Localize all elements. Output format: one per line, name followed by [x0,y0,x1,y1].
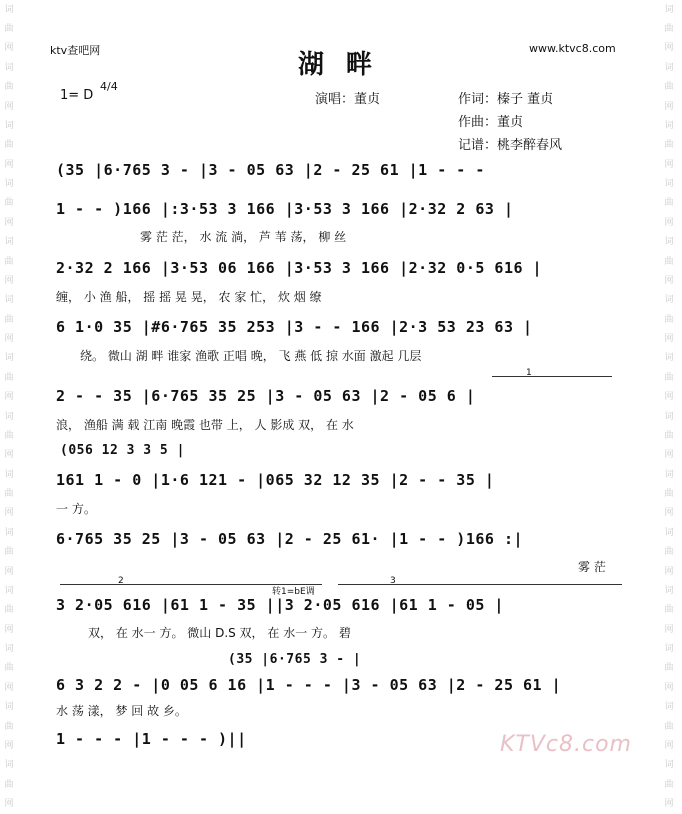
side-watermark-char: 网 [664,217,674,228]
side-watermark-char: 曲 [664,256,674,267]
key-signature: 1= D [60,88,94,103]
side-watermark-char: 曲 [664,663,674,674]
time-signature [100,81,118,92]
side-watermark-char: 词 [4,353,14,364]
site-url-right: www.ktvc8.com [529,42,616,55]
side-watermark-char: 网 [664,101,674,112]
side-watermark-char: 词 [4,411,14,422]
side-watermark-char: 词 [4,760,14,771]
side-watermark-char: 网 [4,508,14,519]
side-watermark-char: 曲 [664,547,674,558]
side-watermark-char: 词 [664,469,674,480]
lyrics-row: 绕。 微山 湖 畔 谁家 渔歌 正唱 晚， 飞 燕 低 掠 水面 激起 几层 [80,349,422,363]
side-watermark-char: 网 [664,624,674,635]
side-watermark-char: 曲 [4,372,14,383]
lyrics-row: 双， 在 水一 方。 微山 D.S 双， 在 水一 方。 碧 [88,626,351,640]
side-watermark-char: 网 [664,275,674,286]
side-watermark-char: 网 [664,799,674,810]
side-watermark-char: 词 [664,411,674,422]
side-watermark-char: 词 [4,527,14,538]
side-watermark-char: 网 [4,624,14,635]
side-watermark-char: 曲 [664,198,674,209]
side-watermark-char: 网 [4,334,14,345]
side-watermark-char: 曲 [664,721,674,732]
notation-row: 2 - - 35 |6·765 35 25 |3 - 05 63 |2 - 05 6 | [56,387,476,405]
side-watermark-char: 词 [664,4,674,15]
side-watermark-char: 曲 [664,779,674,790]
side-watermark-char: 网 [4,159,14,170]
volta-number-1: 1 [526,368,532,378]
lyrics-row: 雾 茫 [578,560,606,574]
side-watermark-char: 词 [4,179,14,190]
side-watermark-char: 词 [4,4,14,15]
composer-credit: 作曲：董贞 [458,115,524,130]
lyrics-row: 浪， 渔船 满 载 江南 晚霞 也带 上， 人 影成 双， 在 水 [56,418,354,432]
volta-bracket-3 [338,584,622,585]
side-watermark-char: 网 [4,217,14,228]
side-watermark-char: 词 [664,62,674,73]
site-name-left: ktv查吧网 [50,44,101,57]
side-watermark-char: 曲 [4,256,14,267]
notation-row: (35 |6·765 3 - | [228,652,362,667]
side-watermark-char: 网 [664,159,674,170]
side-watermark-char: 曲 [4,198,14,209]
side-watermark-char: 词 [4,295,14,306]
lyrics-row: 雾 茫 茫， 水 流 淌， 芦 苇 荡， 柳 丝 [140,230,347,244]
side-watermark-char: 词 [4,702,14,713]
lyrics-row: 一 方。 [56,502,96,516]
side-watermark-char: 网 [4,450,14,461]
side-watermark-char: 曲 [4,547,14,558]
right-watermark-column [662,0,676,814]
side-watermark-char: 网 [664,566,674,577]
side-watermark-char: 曲 [664,605,674,616]
side-watermark-char: 词 [664,760,674,771]
side-watermark-char: 网 [664,392,674,403]
bottom-watermark-logo: KTVc8.com [500,732,632,757]
side-watermark-char: 曲 [664,82,674,93]
volta-number-3: 3 [390,576,396,586]
side-watermark-char: 曲 [664,372,674,383]
side-watermark-char: 词 [4,62,14,73]
song-title: 湖畔 [298,50,395,80]
lyrics-row: 水 荡 漾， 梦 回 故 乡。 [56,704,187,718]
side-watermark-char: 词 [664,527,674,538]
side-watermark-char: 词 [4,120,14,131]
side-watermark-char: 曲 [664,430,674,441]
time-signature-value: 4/4 [100,80,118,93]
side-watermark-char: 词 [664,120,674,131]
side-watermark-char: 网 [664,740,674,751]
volta-bracket-1 [492,376,612,377]
notation-row: 2·32 2 166 |3·53 06 166 |3·53 3 166 |2·32 0·5 616 | [56,259,543,277]
side-watermark-char: 网 [4,682,14,693]
side-watermark-char: 词 [664,644,674,655]
side-watermark-char: 网 [4,43,14,54]
side-watermark-char: 网 [4,101,14,112]
side-watermark-char: 曲 [4,24,14,35]
notation-row: (35 |6·765 3 - |3 - 05 63 |2 - 25 61 |1 - - - [56,161,485,179]
side-watermark-char: 网 [4,566,14,577]
side-watermark-char: 曲 [4,721,14,732]
side-watermark-char: 曲 [4,430,14,441]
side-watermark-char: 网 [4,392,14,403]
side-watermark-char: 网 [664,43,674,54]
side-watermark-char: 网 [664,508,674,519]
transcriber-credit: 记谱：桃李醉春风 [458,138,563,153]
volta-number-2: 2 [118,576,124,586]
side-watermark-char: 网 [664,334,674,345]
side-watermark-char: 曲 [664,489,674,500]
side-watermark-char: 曲 [4,140,14,151]
side-watermark-char: 网 [4,799,14,810]
side-watermark-char: 曲 [664,314,674,325]
side-watermark-char: 词 [4,469,14,480]
left-watermark-column [2,0,16,814]
side-watermark-char: 词 [4,237,14,248]
side-watermark-char: 网 [664,682,674,693]
side-watermark-char: 曲 [4,605,14,616]
singer-credit: 演唱：董贞 [315,92,381,107]
lyrics-row: 缠， 小 渔 船， 摇 摇 晃 晃， 农 家 忙， 炊 烟 缭 [56,290,322,304]
notation-row: 6 3 2 2 - |0 05 6 16 |1 - - - |3 - 05 63 |2 - 25 61 | [56,676,562,694]
side-watermark-char: 词 [664,353,674,364]
side-watermark-char: 网 [4,740,14,751]
side-watermark-char: 曲 [664,140,674,151]
side-watermark-char: 词 [664,237,674,248]
side-watermark-char: 曲 [4,314,14,325]
side-watermark-char: 曲 [4,663,14,674]
side-watermark-char: 曲 [4,779,14,790]
side-watermark-char: 曲 [664,24,674,35]
side-watermark-char: 词 [664,702,674,713]
notation-row: 1 - - )166 |:3·53 3 166 |3·53 3 166 |2·32 2 63 | [56,200,514,218]
notation-row: 1 - - - |1 - - - )|| [56,730,247,748]
side-watermark-char: 网 [4,275,14,286]
lyricist-credit: 作词：榛子 董贞 [458,92,554,107]
notation-row: 6 1·0 35 |#6·765 35 253 |3 - - 166 |2·3 53 23 63 | [56,318,533,336]
side-watermark-char: 曲 [4,82,14,93]
side-watermark-char: 词 [664,585,674,596]
side-watermark-char: 词 [664,295,674,306]
notation-row: 6·765 35 25 |3 - 05 63 |2 - 25 61· |1 - - )166 :| [56,530,524,548]
notation-row: (056 12 3 3 5 | [60,443,185,458]
side-watermark-char: 网 [664,450,674,461]
side-watermark-char: 词 [4,644,14,655]
side-watermark-char: 词 [4,585,14,596]
key-change-marker: 转1=bE调 [272,587,315,597]
side-watermark-char: 词 [664,179,674,190]
side-watermark-char: 曲 [4,489,14,500]
notation-row: 3 2·05 616 |61 1 - 35 ||3 2·05 616 |61 1 - 05 | [56,596,504,614]
notation-row: 161 1 - 0 |1·6 121 - |065 32 12 35 |2 - - 35 | [56,471,495,489]
